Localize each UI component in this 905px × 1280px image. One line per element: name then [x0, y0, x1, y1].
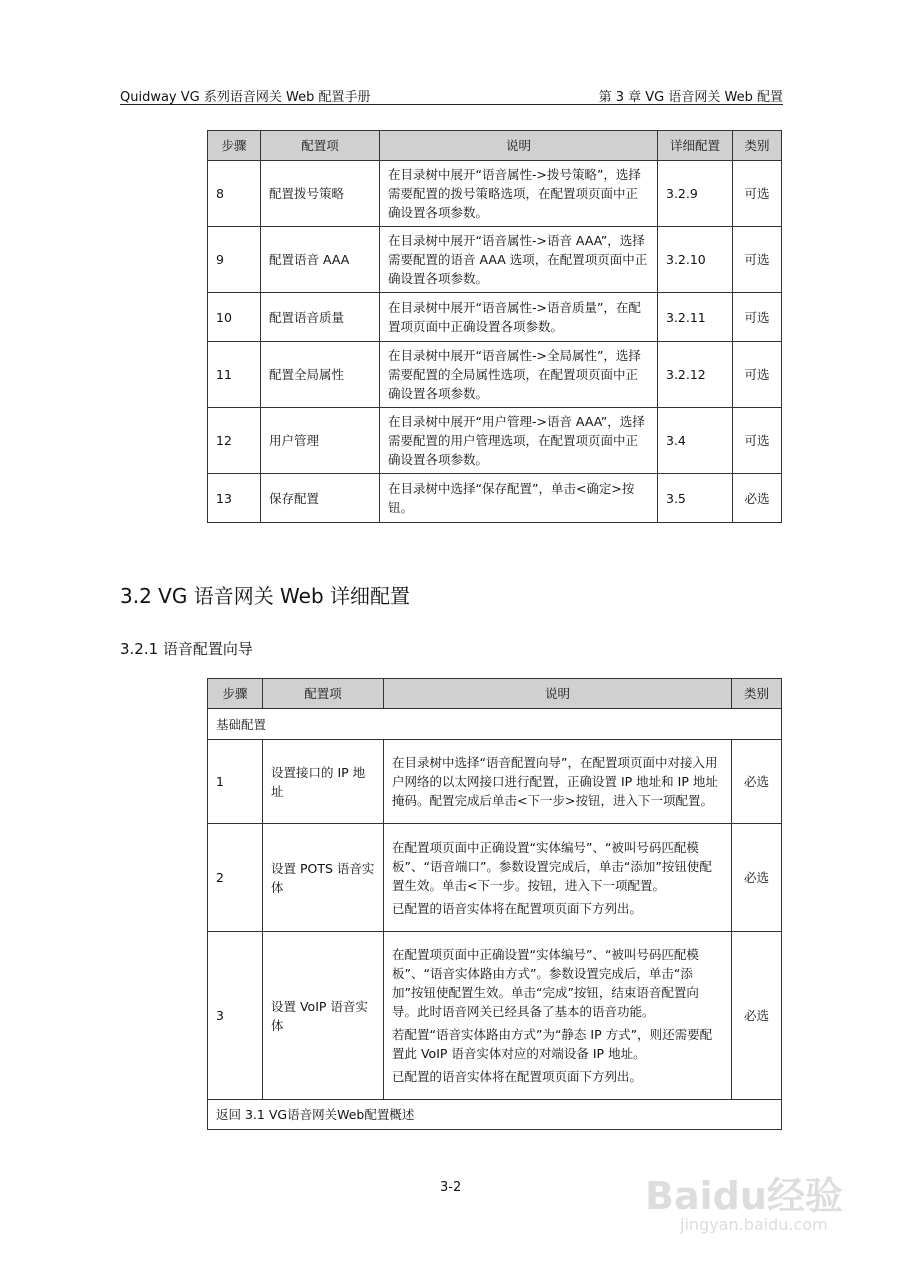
detail-cell: 3.5	[658, 474, 733, 523]
detail-cell: 3.2.10	[658, 227, 733, 293]
step-cell: 3	[208, 932, 263, 1100]
col-desc: 说明	[384, 679, 732, 709]
desc-cell	[384, 932, 732, 1100]
item-cell: 保存配置	[261, 474, 380, 523]
detail-cell: 3.2.12	[658, 342, 733, 408]
desc-paragraph: 已配置的语音实体将在配置项页面下方列出。	[392, 1069, 643, 1084]
header-right: 第 3 章 VG 语音网关 Web 配置	[598, 90, 783, 105]
desc-cell: 在目录树中展开“语音属性->语音 AAA”，选择需要配置的语音 AAA 选项，在配置项页面中正确设置各项参数。	[380, 227, 658, 293]
table-row	[208, 408, 782, 474]
detail-cell: 3.4	[658, 408, 733, 474]
table-row	[208, 227, 782, 293]
type-cell: 可选	[733, 408, 782, 474]
detail-cell: 3.2.11	[658, 293, 733, 342]
table-row	[208, 824, 782, 932]
desc-paragraph: 在配置项页面中正确设置“实体编号”、“被叫号码匹配模板”、“语音端口”。参数设置完成后，单击“添加”按钮使配置生效。单击<下一步。按钮，进入下一项配置。	[392, 839, 712, 893]
item-cell: 用户管理	[261, 408, 380, 474]
table-row	[208, 932, 782, 1100]
group-label: 基础配置	[208, 709, 782, 740]
table-row	[208, 293, 782, 342]
type-cell: 必选	[733, 474, 782, 523]
col-detail: 详细配置	[658, 131, 733, 161]
item-cell: 配置全局属性	[261, 342, 380, 408]
item-cell: 配置拨号策略	[261, 161, 380, 227]
table-row	[208, 474, 782, 523]
type-cell: 必选	[732, 932, 782, 1100]
section-title: 3.2 VG 语音网关 Web 详细配置	[120, 584, 411, 608]
step-cell: 11	[208, 342, 261, 408]
step-cell: 2	[208, 824, 263, 932]
table-row	[208, 740, 782, 824]
baidu-watermark-logo: Baidu经验	[645, 1174, 843, 1218]
table-row	[208, 161, 782, 227]
desc-cell: 在目录树中展开“语音属性->拨号策略”，选择需要配置的拨号策略选项，在配置项页面中正确设置各项参数。	[380, 161, 658, 227]
desc-cell	[384, 824, 732, 932]
type-cell: 可选	[733, 227, 782, 293]
col-step: 步骤	[208, 131, 261, 161]
desc-paragraph: 若配置“语音实体路由方式”为“静态 IP 方式”，则还需要配置此 VoIP 语音实体对应的对端设备 IP 地址。	[392, 1027, 713, 1061]
col-desc: 说明	[380, 131, 658, 161]
step-cell: 12	[208, 408, 261, 474]
desc-cell: 在目录树中展开“语音属性->全局属性”，选择需要配置的全局属性选项，在配置项页面中正确设置各项参数。	[380, 342, 658, 408]
step-cell: 9	[208, 227, 261, 293]
table-row	[208, 342, 782, 408]
type-cell: 必选	[732, 824, 782, 932]
col-type: 类别	[733, 131, 782, 161]
back-link[interactable]: 返回 3.1 VG语音网关Web配置概述	[208, 1100, 782, 1130]
desc-cell: 在目录树中展开“用户管理->语音 AAA”，选择需要配置的用户管理选项，在配置项页面中正确设置各项参数。	[380, 408, 658, 474]
item-cell: 设置 POTS 语音实体	[263, 824, 384, 932]
desc-paragraph: 已配置的语音实体将在配置项页面下方列出。	[392, 900, 643, 916]
type-cell: 可选	[733, 293, 782, 342]
desc-cell	[384, 740, 732, 824]
subsection-title: 3.2.1 语音配置向导	[120, 640, 253, 658]
item-cell: 配置语音 AAA	[261, 227, 380, 293]
col-type: 类别	[732, 679, 782, 709]
table-header-row	[208, 131, 782, 161]
steps-table-continued	[207, 130, 782, 523]
desc-cell: 在目录树中展开“语音属性->语音质量”，在配置项页面中正确设置各项参数。	[380, 293, 658, 342]
type-cell: 可选	[733, 161, 782, 227]
step-cell: 13	[208, 474, 261, 523]
type-cell: 必选	[732, 740, 782, 824]
wizard-table	[207, 678, 782, 1130]
col-item: 配置项	[261, 131, 380, 161]
page-number: 3-2	[440, 1180, 462, 1195]
desc-cell: 在目录树中选择“保存配置”，单击<确定>按钮。	[380, 474, 658, 523]
detail-cell: 3.2.9	[658, 161, 733, 227]
step-cell: 10	[208, 293, 261, 342]
item-cell: 设置 VoIP 语音实体	[263, 932, 384, 1100]
desc-paragraph: 在配置项页面中正确设置“实体编号”、“被叫号码匹配模板”、“语音实体路由方式”。参数设置完成后，单击“添加”按钮使配置生效。单击“完成”按钮，结束语音配置向导。此时语音网关已经具备了基本的语音功能。	[392, 947, 699, 1019]
header-divider	[120, 104, 783, 105]
table-header-row	[208, 679, 782, 709]
item-cell: 设置接口的 IP 地址	[263, 740, 384, 824]
col-step: 步骤	[208, 679, 263, 709]
step-cell: 8	[208, 161, 261, 227]
col-item: 配置项	[263, 679, 384, 709]
step-cell: 1	[208, 740, 263, 824]
item-cell: 配置语音质量	[261, 293, 380, 342]
desc-paragraph: 在目录树中选择“语音配置向导”，在配置项页面中对接入用户网络的以太网接口进行配置，正确设置 IP 地址和 IP 地址掩码。配置完成后单击<下一步>按钮，进入下一项配置。	[392, 755, 718, 808]
baidu-watermark-url: jingyan.baidu.com	[680, 1215, 828, 1234]
header-left: Quidway VG 系列语音网关 Web 配置手册	[120, 90, 371, 105]
type-cell: 可选	[733, 342, 782, 408]
